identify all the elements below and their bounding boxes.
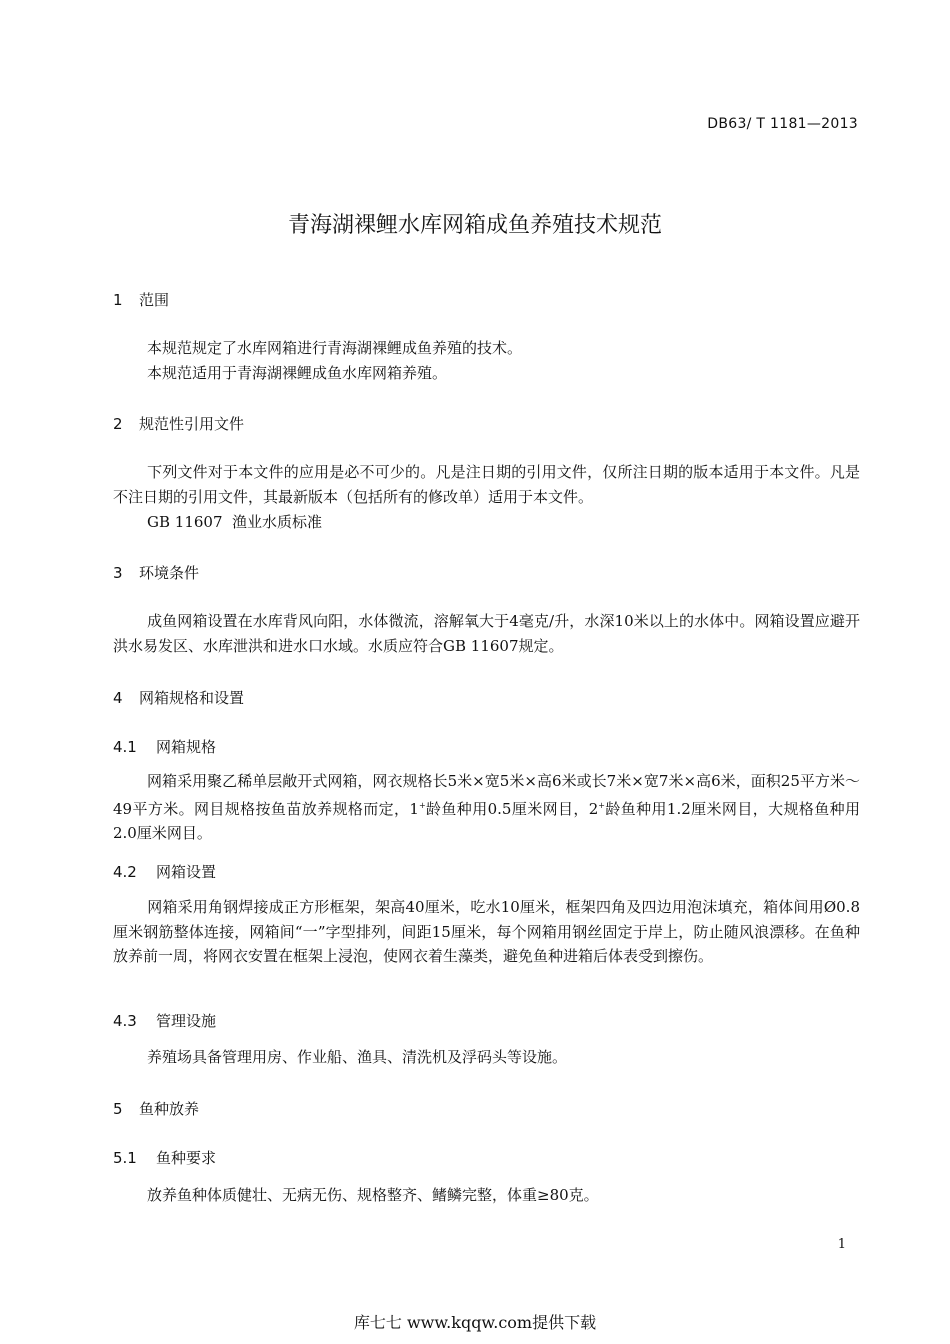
paragraph-text: 龄鱼种用1.2厘米网目，大规格鱼种用2.0厘米网目。 xyxy=(113,799,861,842)
page-number: 1 xyxy=(837,1237,846,1252)
paragraph xyxy=(113,609,860,658)
paragraph xyxy=(113,460,860,509)
section-1-heading xyxy=(113,289,169,310)
paragraph-text: 网箱采用角钢焊接成正方形框架，架高40厘米，吃水10厘米，框架四角及四边用泡沫填充，箱体间用Ø0.8厘米钢筋整体连接，网箱间“一”字型排列，间距15厘米，每个网箱用钢丝固定于岸上，防止随风浪漂移。在鱼种放养前一周，将网衣安置在框架上浸泡，使网衣着生藻类，避免鱼种进箱后体表受到擦伤。 xyxy=(113,898,860,965)
section-number: 4.3 xyxy=(113,1012,137,1030)
section-title: 规范性引用文件 xyxy=(139,415,245,433)
section-number: 4 xyxy=(113,689,123,707)
section-4-3-heading xyxy=(113,1010,216,1031)
section-4-heading xyxy=(113,687,244,708)
section-title: 管理设施 xyxy=(156,1012,217,1030)
section-title: 鱼种要求 xyxy=(156,1149,217,1167)
document-code: DB63/ T 1181—2013 xyxy=(707,116,858,132)
superscript: + xyxy=(418,800,426,810)
section-2-heading xyxy=(113,413,244,434)
section-title: 环境条件 xyxy=(139,564,200,582)
paragraph-text: 龄鱼种用0.5厘米网目，2 xyxy=(425,799,599,818)
paragraph: 放养鱼种体质健壮、无病无伤、规格整齐、鳍鳞完整，体重≥80克。 xyxy=(147,1186,599,1204)
section-number: 4.1 xyxy=(113,738,137,756)
section-number: 5 xyxy=(113,1100,123,1118)
paragraph xyxy=(113,895,860,969)
paragraph: 养殖场具备管理用房、作业船、渔具、清洗机及浮码头等设施。 xyxy=(147,1048,568,1066)
paragraph-text: 成鱼网箱设置在水库背风向阳，水体微流，溶解氧大于4毫克/升，水深10米以上的水体中。网箱设置应避开洪水易发区、水库泄洪和进水口水域。水质应符合GB 11607规定。 xyxy=(113,612,860,655)
section-number: 5.1 xyxy=(113,1149,137,1167)
section-title: 网箱设置 xyxy=(156,863,217,881)
section-4-2-heading xyxy=(113,861,216,882)
paragraph-text: 下列文件对于本文件的应用是必不可少的。凡是注日期的引用文件，仅所注日期的版本适用于本文件。凡是不注日期的引用文件，其最新版本（包括所有的修改单）适用于本文件。 xyxy=(113,463,860,506)
paragraph xyxy=(113,769,860,846)
section-5-heading xyxy=(113,1098,199,1119)
section-title: 范围 xyxy=(139,291,170,309)
paragraph: 本规范适用于青海湖裸鲤成鱼水库网箱养殖。 xyxy=(147,364,448,382)
footer-watermark: 库七七 www.kqqw.com提供下载 xyxy=(353,1313,597,1332)
section-number: 3 xyxy=(113,564,123,582)
section-4-1-heading xyxy=(113,736,216,757)
section-title: 网箱规格和设置 xyxy=(139,689,245,707)
section-title: 鱼种放养 xyxy=(139,1100,200,1118)
superscript: + xyxy=(598,800,605,810)
reference-item: GB 11607 渔业水质标准 xyxy=(147,513,323,531)
section-3-heading xyxy=(113,562,199,583)
section-number: 1 xyxy=(113,291,123,309)
paragraph: 本规范规定了水库网箱进行青海湖裸鲤成鱼养殖的技术。 xyxy=(147,339,523,357)
section-5-1-heading xyxy=(113,1147,216,1168)
section-number: 2 xyxy=(113,415,123,433)
section-number: 4.2 xyxy=(113,863,137,881)
document-title: 青海湖裸鲤水库网箱成鱼养殖技术规范 xyxy=(287,213,662,238)
paragraph-text: 网箱采用聚乙稀单层敞开式网箱，网衣规格长5米×宽5米×高6米或长7米×宽7米×高6米，面积25平方米～49平方米。网目规格按鱼苗放养规格而定，1 xyxy=(113,772,860,818)
section-title: 网箱规格 xyxy=(156,738,217,756)
